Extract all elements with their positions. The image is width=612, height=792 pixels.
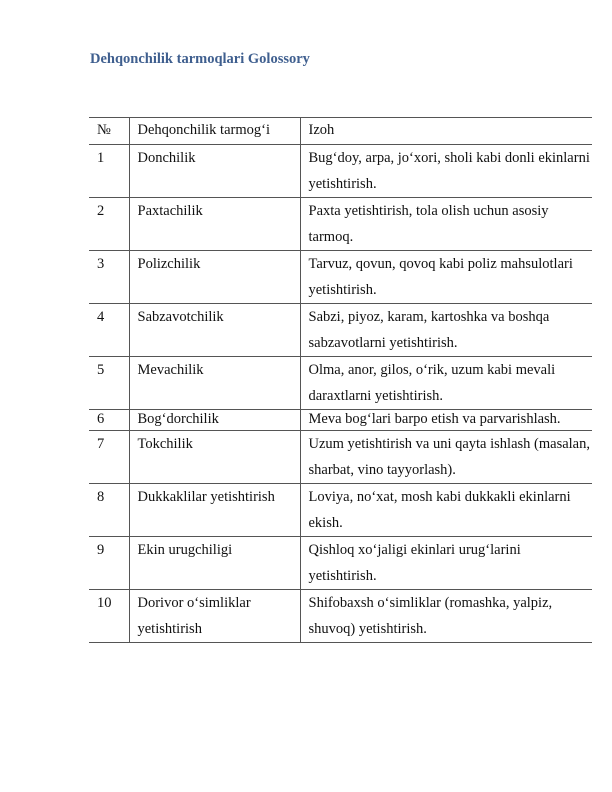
row-branch: Tokchilik bbox=[129, 431, 300, 484]
table-row bbox=[89, 590, 592, 643]
table-header-row bbox=[89, 118, 592, 145]
row-note: Qishloq xo‘jaligi ekinlari urug‘larini yetishtirish. bbox=[300, 537, 592, 590]
table-row bbox=[89, 410, 592, 431]
glossary-table bbox=[89, 117, 592, 643]
row-number: 8 bbox=[89, 484, 129, 537]
row-branch: Sabzavotchilik bbox=[129, 304, 300, 357]
page-title: Dehqonchilik tarmoqlari Golossory bbox=[90, 51, 310, 67]
row-note: Meva bog‘lari barpo etish va parvarishlash. bbox=[300, 410, 592, 431]
row-note: Uzum yetishtirish va uni qayta ishlash (masalan, sharbat, vino tayyorlash). bbox=[300, 431, 592, 484]
header-branch: Dehqonchilik tarmog‘i bbox=[129, 118, 300, 145]
row-note: Bug‘doy, arpa, jo‘xori, sholi kabi donli ekinlarni yetishtirish. bbox=[300, 145, 592, 198]
header-note: Izoh bbox=[300, 118, 592, 145]
row-note: Paxta yetishtirish, tola olish uchun asosiy tarmoq. bbox=[300, 198, 592, 251]
row-branch: Paxtachilik bbox=[129, 198, 300, 251]
row-number: 1 bbox=[89, 145, 129, 198]
table-row bbox=[89, 198, 592, 251]
table-row bbox=[89, 537, 592, 590]
row-note: Loviya, no‘xat, mosh kabi dukkakli ekinlarni ekish. bbox=[300, 484, 592, 537]
row-number: 9 bbox=[89, 537, 129, 590]
row-branch: Bog‘dorchilik bbox=[129, 410, 300, 431]
row-branch: Ekin urugchiligi bbox=[129, 537, 300, 590]
row-note: Olma, anor, gilos, o‘rik, uzum kabi mevali daraxtlarni yetishtirish. bbox=[300, 357, 592, 410]
row-branch: Polizchilik bbox=[129, 251, 300, 304]
row-number: 7 bbox=[89, 431, 129, 484]
row-branch: Dorivor o‘simliklar yetishtirish bbox=[129, 590, 300, 643]
header-number: № bbox=[89, 118, 129, 145]
row-number: 10 bbox=[89, 590, 129, 643]
row-note: Tarvuz, qovun, qovoq kabi poliz mahsulotlari yetishtirish. bbox=[300, 251, 592, 304]
table-row bbox=[89, 357, 592, 410]
table-row bbox=[89, 304, 592, 357]
row-number: 5 bbox=[89, 357, 129, 410]
table-row bbox=[89, 145, 592, 198]
row-number: 6 bbox=[89, 410, 129, 431]
row-branch: Mevachilik bbox=[129, 357, 300, 410]
table-row bbox=[89, 431, 592, 484]
row-note: Sabzi, piyoz, karam, kartoshka va boshqa sabzavotlarni yetishtirish. bbox=[300, 304, 592, 357]
table-row bbox=[89, 251, 592, 304]
table-row bbox=[89, 484, 592, 537]
row-branch: Dukkaklilar yetishtirish bbox=[129, 484, 300, 537]
row-branch: Donchilik bbox=[129, 145, 300, 198]
row-note: Shifobaxsh o‘simliklar (romashka, yalpiz, shuvoq) yetishtirish. bbox=[300, 590, 592, 643]
row-number: 4 bbox=[89, 304, 129, 357]
row-number: 2 bbox=[89, 198, 129, 251]
row-number: 3 bbox=[89, 251, 129, 304]
